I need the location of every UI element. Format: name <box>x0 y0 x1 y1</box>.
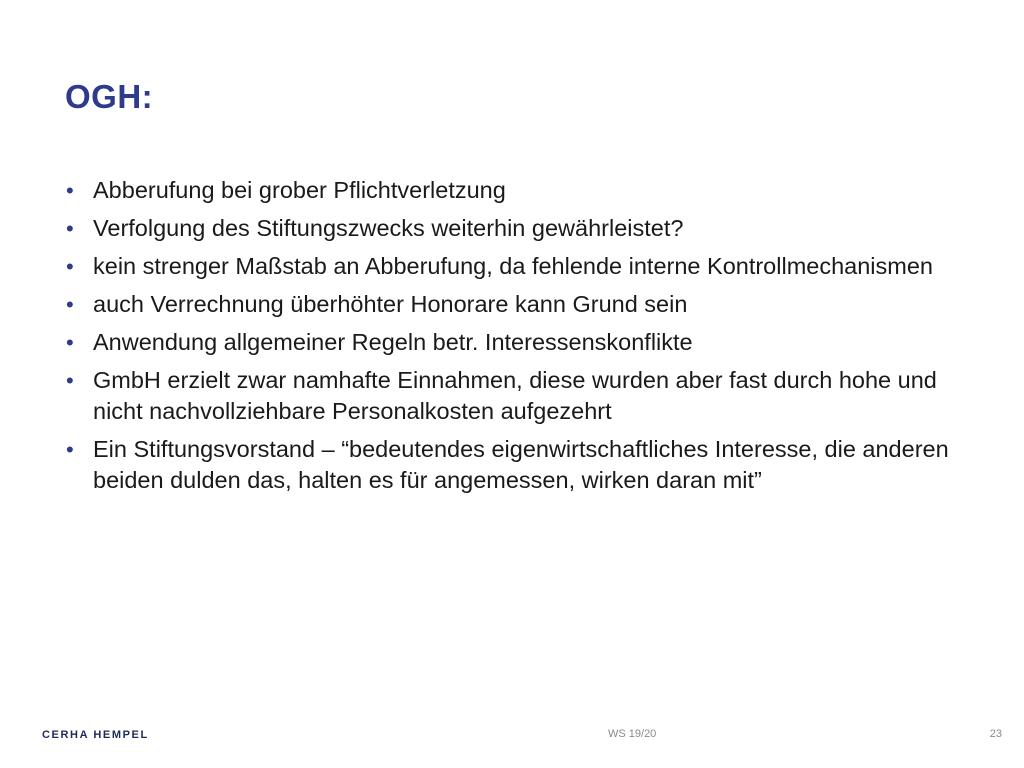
bullet-item <box>66 175 966 206</box>
page-number: 23 <box>989 728 1002 740</box>
company-logo: CERHA HEMPEL <box>42 729 149 741</box>
bullet-text: kein strenger Maßstab an Abberufung, da fehlende interne Kontrollmechanismen <box>93 253 933 279</box>
bullet-text: Anwendung allgemeiner Regeln betr. Interessenskonflikte <box>93 329 693 355</box>
slide-title: OGH: <box>65 78 154 115</box>
bullet-icon: • <box>66 292 74 317</box>
bullet-icon: • <box>66 437 74 462</box>
bullet-text: GmbH erzielt zwar namhafte Einnahmen, diese wurden aber fast durch hohe und nicht nachvollziehbare Personalkosten aufgezehrt <box>93 367 937 424</box>
bullet-text: auch Verrechnung überhöhter Honorare kann Grund sein <box>93 291 688 317</box>
footer-semester: WS 19/20 <box>608 728 657 740</box>
bullet-item <box>66 251 966 282</box>
bullet-item <box>66 365 966 427</box>
bullet-item <box>66 434 966 496</box>
bullet-text: Abberufung bei grober Pflichtverletzung <box>93 177 506 203</box>
bullet-list <box>66 175 966 503</box>
bullet-icon: • <box>66 254 74 279</box>
bullet-item <box>66 289 966 320</box>
bullet-item <box>66 327 966 358</box>
bullet-icon: • <box>66 368 74 393</box>
bullet-item <box>66 213 966 244</box>
bullet-icon: • <box>66 178 74 203</box>
bullet-icon: • <box>66 330 74 355</box>
bullet-text: Ein Stiftungsvorstand – “bedeutendes eigenwirtschaftliches Interesse, die anderen beiden dulden das, halten es für angemessen, wirken daran mit” <box>93 436 949 493</box>
bullet-text: Verfolgung des Stiftungszwecks weiterhin gewährleistet? <box>93 215 684 241</box>
bullet-icon: • <box>66 216 74 241</box>
